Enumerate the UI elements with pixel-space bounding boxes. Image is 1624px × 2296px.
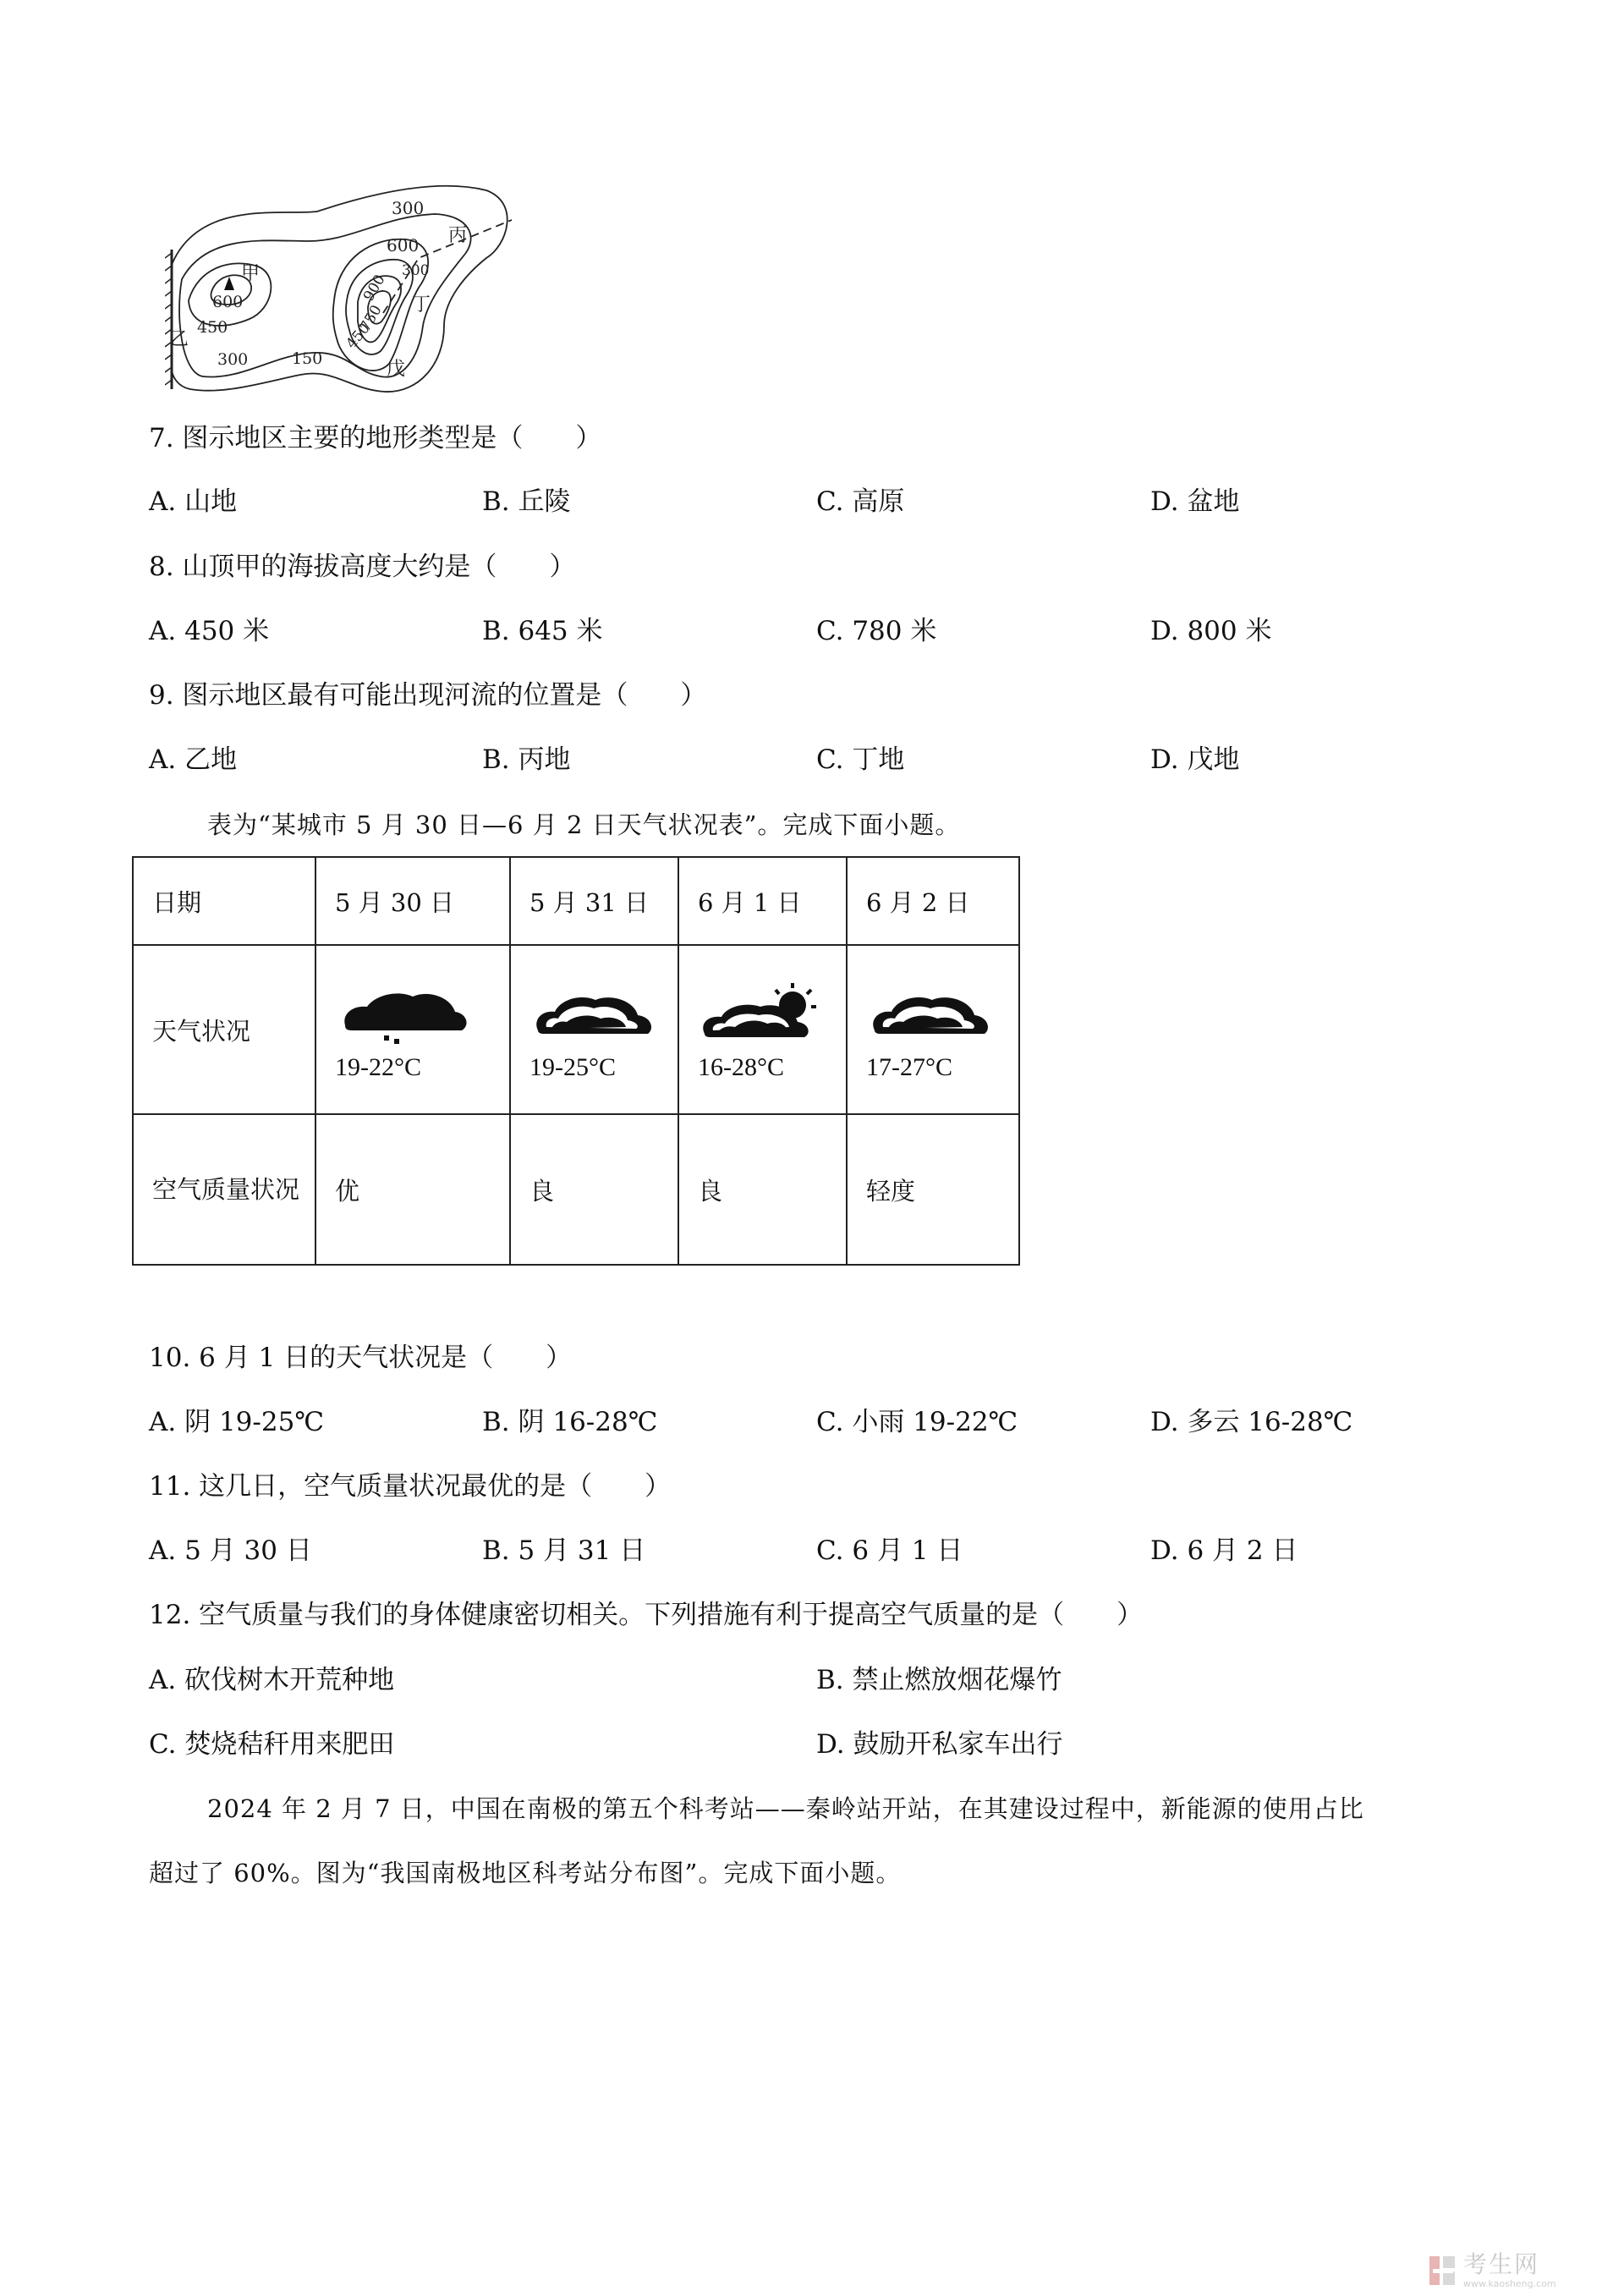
q9-option-d: D. 戊地 [1150,744,1240,775]
q12-option-b: B. 禁止燃放烟花爆竹 [816,1665,1062,1695]
place-label-ding: 丁 [412,294,431,316]
q9-option-c: C. 丁地 [816,744,905,775]
q7-option-c: C. 高原 [816,486,905,517]
q12-option-c: C. 焚烧秸秆用来肥田 [149,1729,395,1760]
site-watermark [1428,2252,1605,2289]
weather-cell [315,945,510,1114]
weather-cell [847,945,1019,1114]
air-quality-cell: 优 [315,1114,510,1265]
header-date: 6 月 2 日 [847,857,1019,945]
contour-label: 600 [387,235,420,255]
contour-label: 900 [360,272,389,305]
q7-option-b: B. 丘陵 [482,486,571,517]
header-date-label: 日期 [133,857,315,945]
q9-option-b: B. 丙地 [482,744,571,775]
partly-cloudy-icon [698,981,846,1045]
table-intro: 表为“某城市 5 月 30 日—6 月 2 日天气状况表”。完成下面小题。 [207,810,961,839]
question-8-stem: 8. 山顶甲的海拔高度大约是（ ） [149,552,576,582]
q8-option-a: A. 450 米 [149,616,270,646]
temp-range: 17-27°C [866,1052,952,1081]
temp-range: 16-28°C [698,1052,784,1081]
air-quality-cell: 良 [678,1114,847,1265]
question-7-stem: 7. 图示地区主要的地形类型是（ ） [149,423,602,453]
watermark-url: www.kaosheng.com [1463,2278,1556,2289]
q11-option-d: D. 6 月 2 日 [1150,1535,1298,1566]
q8-option-c: C. 780 米 [816,616,937,646]
watermark-logo-icon [1428,2255,1457,2287]
q10-option-b: B. 阴 16-28℃ [482,1407,658,1437]
contour-label: 150 [292,349,323,368]
antarctica-intro-line1: 2024 年 2 月 7 日，中国在南极的第五个科考站——秦岭站开站，在其建设过程中，新能源的使用占比 [207,1794,1364,1823]
q10-option-a: A. 阴 19-25℃ [149,1407,324,1437]
place-label-wu: 戊 [387,359,406,380]
air-quality-cell: 良 [510,1114,678,1265]
contour-label: 750 [357,302,386,335]
contour-map [165,173,529,402]
air-quality-row-label: 空气质量状况 [133,1114,315,1265]
contour-label: 600 [212,293,244,311]
question-12-stem: 12. 空气质量与我们的身体健康密切相关。下列措施有利于提高空气质量的是（ ） [149,1600,1144,1630]
q11-option-c: C. 6 月 1 日 [816,1535,963,1566]
question-11-stem: 11. 这几日，空气质量状况最优的是（ ） [149,1471,672,1502]
antarctica-intro-line2: 超过了 60%。图为“我国南极地区科考站分布图”。完成下面小题。 [149,1859,902,1887]
place-label-yi: 乙 [170,329,189,350]
contour-map-svg [165,173,529,402]
question-9-stem: 9. 图示地区最有可能出现河流的位置是（ ） [149,680,707,711]
contour-label: 300 [402,262,430,279]
weather-row [133,945,1019,1114]
air-quality-cell: 轻度 [847,1114,1019,1265]
weather-table [132,856,1020,1266]
q8-option-d: D. 800 米 [1150,616,1272,646]
q8-option-b: B. 645 米 [482,616,603,646]
header-date: 5 月 30 日 [315,857,510,945]
q7-option-d: D. 盆地 [1150,486,1240,517]
cloud-icon [529,981,678,1045]
q11-option-a: A. 5 月 30 日 [149,1535,312,1566]
weather-row-label: 天气状况 [133,945,315,1114]
q10-option-d: D. 多云 16-28℃ [1150,1407,1353,1437]
peak-triangle-icon [224,277,234,290]
q11-option-b: B. 5 月 31 日 [482,1535,646,1566]
rain-cloud-icon [335,981,509,1045]
contour-label: 450 [343,320,374,353]
q12-option-d: D. 鼓励开私家车出行 [816,1729,1063,1760]
q9-option-a: A. 乙地 [149,744,238,775]
air-quality-row [133,1114,1019,1265]
q7-option-a: A. 山地 [149,486,238,517]
q10-option-c: C. 小雨 19-22℃ [816,1407,1018,1437]
header-date: 6 月 1 日 [678,857,847,945]
contour-label: 300 [217,350,249,369]
header-date: 5 月 31 日 [510,857,678,945]
place-label-jia: 甲 [241,263,261,284]
table-header-row [133,857,1019,945]
contour-label: 300 [392,198,425,218]
place-label-bing: 丙 [448,225,468,246]
question-10-stem: 10. 6 月 1 日的天气状况是（ ） [149,1343,573,1373]
cloud-icon [866,981,1018,1045]
temp-range: 19-25°C [529,1052,616,1081]
weather-cell [510,945,678,1114]
weather-cell [678,945,847,1114]
temp-range: 19-22°C [335,1052,421,1081]
contour-label: 450 [197,318,228,337]
q12-option-a: A. 砍伐树木开荒种地 [149,1665,395,1695]
watermark-text: 考生网 [1463,2250,1540,2278]
